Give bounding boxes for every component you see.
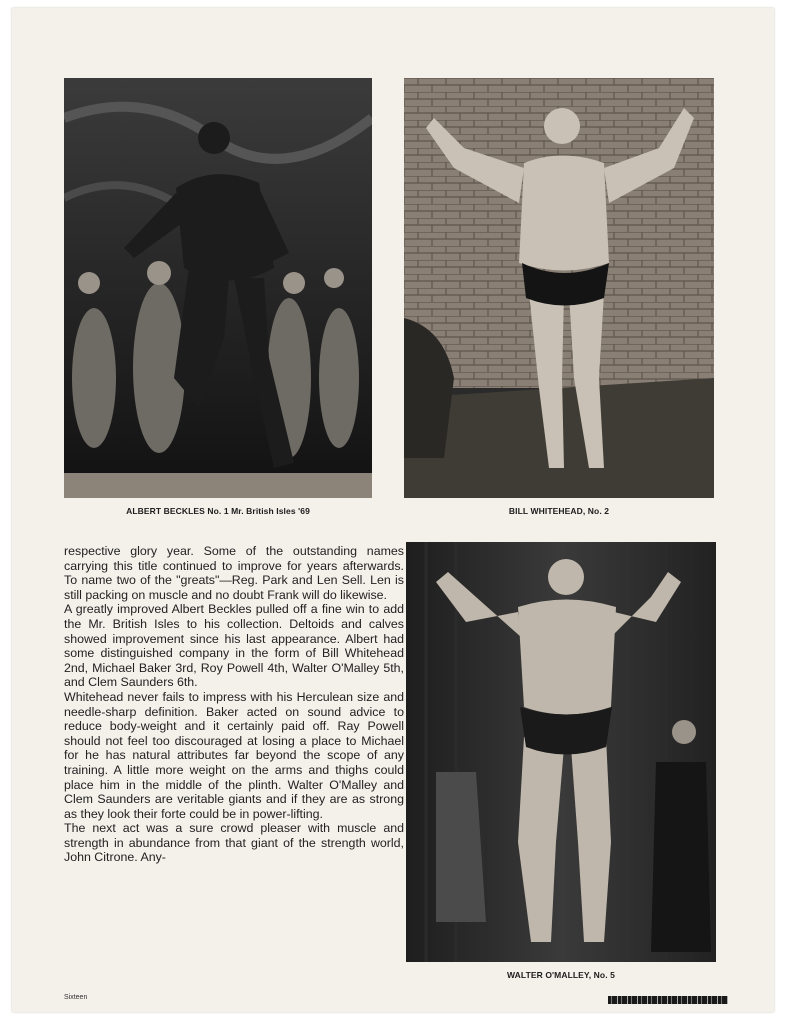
photo-albert-beckles bbox=[64, 78, 372, 498]
article-paragraph: A greatly improved Albert Beckles pulled off a fine win to add the Mr. British Isles to his collection. Deltoids and calves showed improvement since his last appearance. Albert had some distinguished company in the form of Bill Whitehead 2nd, Michael Baker 3rd, Roy Powell 4th, Walter O'Malley 5th, and Clem Saunders 6th. bbox=[64, 602, 404, 690]
caption-albert-beckles: ALBERT BECKLES No. 1 Mr. British Isles '69 bbox=[126, 506, 310, 516]
page-folio: Sixteen bbox=[64, 994, 88, 1001]
article-paragraph: The next act was a sure crowd pleaser with muscle and strength in abundance from that giant of the strength world, John Citrone. Any- bbox=[64, 821, 404, 865]
photo-walter-omalley-image bbox=[406, 542, 716, 962]
article-body bbox=[64, 544, 404, 865]
photo-walter-omalley bbox=[406, 542, 716, 962]
magazine-page bbox=[12, 8, 774, 1012]
article-paragraph: respective glory year. Some of the outstanding names carrying this title continued to improve for years afterwards. To name two of the "greats"—Reg. Park and Len Sell. Len is still packing on muscle and no doubt Frank will do likewise. bbox=[64, 544, 404, 602]
article-paragraph: Whitehead never fails to impress with his Herculean size and needle-sharp definition. Baker acted on sound advice to reduce body-weight and it certainly paid off. Ray Powell should not feel too discouraged at losing a place to Michael for he has natural attributes far beyond the scope of any training. A little more weight on the arms and thighs could place him in the middle of the plinth. Walter O'Malley and Clem Saunders are veritable giants and if they are as strong as they look their forte could be in power-lifting. bbox=[64, 689, 404, 821]
print-registration-mark bbox=[608, 996, 728, 1004]
photo-bill-whitehead bbox=[404, 78, 714, 498]
caption-bill-whitehead: BILL WHITEHEAD, No. 2 bbox=[508, 506, 610, 516]
photo-bill-whitehead-image bbox=[404, 78, 714, 498]
photo-albert-beckles-image bbox=[64, 78, 372, 498]
caption-walter-omalley: WALTER O'MALLEY, No. 5 bbox=[507, 970, 615, 980]
